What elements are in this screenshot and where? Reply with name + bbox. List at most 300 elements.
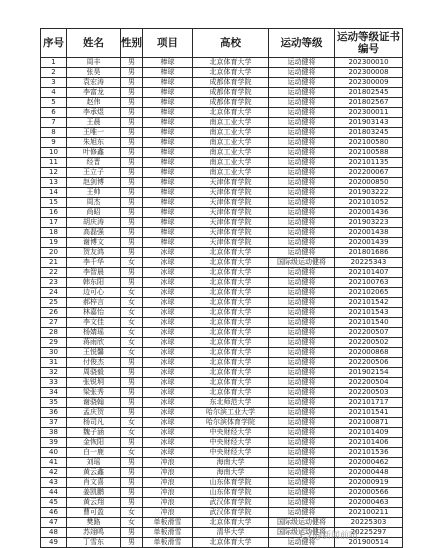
- cell-index: 35: [41, 398, 67, 408]
- cell-school: 东北师范大学: [193, 398, 269, 408]
- table-row: [41, 58, 403, 68]
- cell-school: 北京体育大学: [193, 298, 269, 308]
- table-row: [41, 378, 403, 388]
- cell-name: 周丰: [67, 58, 121, 68]
- cell-school: 南京工业大学: [193, 118, 269, 128]
- table-row: [41, 318, 403, 328]
- cell-level: 运动健将: [269, 378, 335, 388]
- cell-name: 丁雪东: [67, 538, 121, 548]
- table-row: [41, 278, 403, 288]
- cell-name: 王唯一: [67, 128, 121, 138]
- cell-level: 运动健将: [269, 158, 335, 168]
- cell-cert: 202101540: [335, 318, 403, 328]
- cell-sex: 女: [121, 298, 143, 308]
- cell-name: 张锐垌: [67, 378, 121, 388]
- cell-cert: 201903143: [335, 118, 403, 128]
- cell-name: 王悦馨: [67, 348, 121, 358]
- cell-cert: 202001439: [335, 238, 403, 248]
- cell-cert: 202101717: [335, 398, 403, 408]
- cell-school: 北京体育大学: [193, 268, 269, 278]
- cell-school: 天津体育学院: [193, 198, 269, 208]
- cell-item: 棒球: [143, 118, 193, 128]
- cell-sex: 女: [121, 448, 143, 458]
- header-school: 高校: [193, 29, 269, 58]
- cell-item: 冰球: [143, 308, 193, 318]
- cell-item: 冰球: [143, 348, 193, 358]
- cell-name: 胡庆涛: [67, 218, 121, 228]
- cell-index: 20: [41, 248, 67, 258]
- header-item: 项目: [143, 29, 193, 58]
- cell-level: 运动健将: [269, 168, 335, 178]
- cell-cert: 20225297: [335, 528, 403, 538]
- cell-sex: 男: [121, 118, 143, 128]
- cell-item: 棒球: [143, 228, 193, 238]
- cell-level: 运动健将: [269, 88, 335, 98]
- table-row: [41, 398, 403, 408]
- cell-level: 运动健将: [269, 428, 335, 438]
- cell-sex: 女: [121, 418, 143, 428]
- cell-sex: 男: [121, 208, 143, 218]
- cell-item: 单板滑雪: [143, 538, 193, 548]
- cell-item: 棒球: [143, 198, 193, 208]
- cell-item: 冰球: [143, 418, 193, 428]
- watermark: [300, 528, 358, 541]
- cell-index: 31: [41, 358, 67, 368]
- cell-item: 棒球: [143, 128, 193, 138]
- cell-school: 成都体育学院: [193, 78, 269, 88]
- cell-index: 10: [41, 148, 67, 158]
- cell-item: 棒球: [143, 138, 193, 148]
- cell-sex: 男: [121, 278, 143, 288]
- cell-name: 尚昭: [67, 208, 121, 218]
- cell-level: 运动健将: [269, 358, 335, 368]
- cell-cert: 201803245: [335, 128, 403, 138]
- cell-cert: 202300010: [335, 58, 403, 68]
- cell-level: 运动健将: [269, 328, 335, 338]
- cell-index: 45: [41, 498, 67, 508]
- cell-name: 杨司凡: [67, 418, 121, 428]
- cell-school: 中央财经大学: [193, 448, 269, 458]
- cell-name: 韩东阳: [67, 278, 121, 288]
- cell-sex: 男: [121, 478, 143, 488]
- cell-level: 运动健将: [269, 228, 335, 238]
- cell-cert: 202101542: [335, 298, 403, 308]
- cell-item: 棒球: [143, 68, 193, 78]
- cell-item: 棒球: [143, 208, 193, 218]
- cell-name: 刘瑶: [67, 458, 121, 468]
- cell-school: 海南大学: [193, 468, 269, 478]
- cell-sex: 男: [121, 488, 143, 498]
- cell-sex: 女: [121, 508, 143, 518]
- header-sex: 性别: [121, 29, 143, 58]
- cell-level: 运动健将: [269, 488, 335, 498]
- cell-item: 冰球: [143, 288, 193, 298]
- cell-sex: 男: [121, 218, 143, 228]
- cell-cert: 201801686: [335, 248, 403, 258]
- cell-sex: 男: [121, 98, 143, 108]
- cell-name: 李富龙: [67, 88, 121, 98]
- cell-sex: 男: [121, 198, 143, 208]
- cell-school: 北京体育大学: [193, 278, 269, 288]
- table-row: [41, 248, 403, 258]
- table-header-row: [41, 29, 403, 58]
- cell-school: 南京工业大学: [193, 168, 269, 178]
- cell-cert: 201903223: [335, 218, 403, 228]
- cell-school: 天津体育学院: [193, 178, 269, 188]
- cell-level: 运动健将: [269, 318, 335, 328]
- cell-school: 中央财经大学: [193, 438, 269, 448]
- cell-level: 运动健将: [269, 348, 335, 358]
- cell-cert: 202100871: [335, 418, 403, 428]
- cell-sex: 男: [121, 88, 143, 98]
- cell-index: 46: [41, 508, 67, 518]
- cell-cert: 202000919: [335, 478, 403, 488]
- cell-sex: 女: [121, 518, 143, 528]
- table-row: [41, 488, 403, 498]
- cell-cert: 201802567: [335, 98, 403, 108]
- cell-item: 冲浪: [143, 458, 193, 468]
- cell-index: 1: [41, 58, 67, 68]
- cell-index: 39: [41, 438, 67, 448]
- cell-cert: 201900514: [335, 538, 403, 548]
- cell-index: 29: [41, 338, 67, 348]
- cell-sex: 男: [121, 168, 143, 178]
- cell-sex: 男: [121, 368, 143, 378]
- cell-level: 运动健将: [269, 128, 335, 138]
- cell-index: 18: [41, 228, 67, 238]
- table-row: [41, 228, 403, 238]
- cell-name: 王立子: [67, 168, 121, 178]
- cell-index: 27: [41, 318, 67, 328]
- table-row: [41, 478, 403, 488]
- cell-school: 成都体育学院: [193, 98, 269, 108]
- cell-school: 海南大学: [193, 458, 269, 468]
- cell-index: 14: [41, 188, 67, 198]
- cell-cert: 202001438: [335, 228, 403, 238]
- cell-school: 哈尔滨工业大学: [193, 408, 269, 418]
- cell-item: 棒球: [143, 238, 193, 248]
- cell-item: 棒球: [143, 108, 193, 118]
- cell-level: 运动健将: [269, 108, 335, 118]
- cell-item: 冰球: [143, 268, 193, 278]
- cell-level: 运动健将: [269, 288, 335, 298]
- athlete-table-container: [40, 28, 402, 548]
- table-row: [41, 468, 403, 478]
- table-row: [41, 498, 403, 508]
- cell-sex: 男: [121, 528, 143, 538]
- cell-item: 冰球: [143, 358, 193, 368]
- cell-name: 姜凯鹏: [67, 488, 121, 498]
- cell-index: 12: [41, 168, 67, 178]
- cell-level: 运动健将: [269, 278, 335, 288]
- cell-cert: 202100763: [335, 278, 403, 288]
- cell-item: 冰球: [143, 368, 193, 378]
- cell-cert: 202300009: [335, 78, 403, 88]
- cell-item: 冰球: [143, 448, 193, 458]
- cell-sex: 男: [121, 268, 143, 278]
- cell-index: 34: [41, 388, 67, 398]
- header-name: 姓名: [67, 29, 121, 58]
- table-row: [41, 188, 403, 198]
- cell-level: 运动健将: [269, 538, 335, 548]
- cell-level: 运动健将: [269, 298, 335, 308]
- cell-sex: 男: [121, 248, 143, 258]
- cell-index: 25: [41, 298, 67, 308]
- table-row: [41, 418, 403, 428]
- cell-item: 冰球: [143, 318, 193, 328]
- cell-sex: 男: [121, 78, 143, 88]
- cell-index: 44: [41, 488, 67, 498]
- cell-item: 冰球: [143, 408, 193, 418]
- cell-sex: 男: [121, 498, 143, 508]
- cell-cert: 202101543: [335, 308, 403, 318]
- cell-cert: 202200503: [335, 388, 403, 398]
- cell-sex: 男: [121, 358, 143, 368]
- cell-level: 运动健将: [269, 138, 335, 148]
- table-row: [41, 408, 403, 418]
- cell-index: 8: [41, 128, 67, 138]
- cell-name: 边可心: [67, 288, 121, 298]
- cell-school: 北京体育大学: [193, 368, 269, 378]
- cell-index: 4: [41, 88, 67, 98]
- cell-sex: 男: [121, 388, 143, 398]
- cell-school: 北京体育大学: [193, 288, 269, 298]
- cell-sex: 男: [121, 108, 143, 118]
- table-row: [41, 218, 403, 228]
- cell-cert: 202200504: [335, 378, 403, 388]
- cell-school: 北京体育大学: [193, 58, 269, 68]
- cell-cert: 202200502: [335, 338, 403, 348]
- header-level: 运动等级: [269, 29, 335, 58]
- cell-cert: 202000566: [335, 488, 403, 498]
- cell-item: 冲浪: [143, 508, 193, 518]
- cell-cert: 201903222: [335, 188, 403, 198]
- cell-school: 南京工业大学: [193, 158, 269, 168]
- table-row: [41, 508, 403, 518]
- cell-level: 国际级运动健将: [269, 528, 335, 538]
- cell-sex: 女: [121, 258, 143, 268]
- cell-level: 运动健将: [269, 498, 335, 508]
- cell-cert: 202000462: [335, 458, 403, 468]
- cell-sex: 男: [121, 188, 143, 198]
- cell-cert: 202300008: [335, 68, 403, 78]
- cell-sex: 男: [121, 158, 143, 168]
- cell-sex: 男: [121, 398, 143, 408]
- table-row: [41, 238, 403, 248]
- cell-name: 谢骁翰: [67, 398, 121, 408]
- cell-sex: 男: [121, 538, 143, 548]
- cell-school: 南京工业大学: [193, 138, 269, 148]
- cell-index: 7: [41, 118, 67, 128]
- cell-item: 棒球: [143, 218, 193, 228]
- cell-school: 武汉体育学院: [193, 508, 269, 518]
- cell-item: 单板滑雪: [143, 518, 193, 528]
- cell-index: 19: [41, 238, 67, 248]
- cell-school: 天津体育学院: [193, 238, 269, 248]
- table-row: [41, 448, 403, 458]
- cell-name: 贺友鸿: [67, 248, 121, 258]
- cell-level: 运动健将: [269, 338, 335, 348]
- table-row: [41, 368, 403, 378]
- table-row: [41, 108, 403, 118]
- cell-level: 运动健将: [269, 308, 335, 318]
- cell-sex: 女: [121, 288, 143, 298]
- cell-level: 运动健将: [269, 148, 335, 158]
- cell-name: 经晋: [67, 158, 121, 168]
- cell-name: 魏子涵: [67, 428, 121, 438]
- table-row: [41, 518, 403, 528]
- cell-item: 单板滑雪: [143, 528, 193, 538]
- cell-item: 棒球: [143, 188, 193, 198]
- cell-school: 天津体育学院: [193, 228, 269, 238]
- cell-item: 冰球: [143, 388, 193, 398]
- cell-school: 北京体育大学: [193, 328, 269, 338]
- cell-level: 运动健将: [269, 248, 335, 258]
- cell-school: 北京体育大学: [193, 68, 269, 78]
- table-row: [41, 458, 403, 468]
- cell-sex: 男: [121, 458, 143, 468]
- cell-school: 天津体育学院: [193, 208, 269, 218]
- cell-name: 樊路: [67, 518, 121, 528]
- cell-index: 6: [41, 108, 67, 118]
- cell-school: 北京体育大学: [193, 108, 269, 118]
- cell-index: 48: [41, 528, 67, 538]
- cell-index: 2: [41, 68, 67, 78]
- cell-cert: 201902154: [335, 368, 403, 378]
- cell-cert: 202000463: [335, 498, 403, 508]
- table-row: [41, 298, 403, 308]
- table-row: [41, 198, 403, 208]
- watermark-text: @新闻前哨: [313, 531, 359, 541]
- table-row: [41, 138, 403, 148]
- cell-sex: 男: [121, 438, 143, 448]
- cell-school: 南京工业大学: [193, 128, 269, 138]
- cell-sex: 男: [121, 238, 143, 248]
- cell-index: 16: [41, 208, 67, 218]
- table-row: [41, 288, 403, 298]
- cell-level: 运动健将: [269, 188, 335, 198]
- cell-name: 白一鹿: [67, 448, 121, 458]
- cell-item: 冲浪: [143, 488, 193, 498]
- cell-school: 山东体育学院: [193, 488, 269, 498]
- cell-index: 42: [41, 468, 67, 478]
- cell-name: 黄云鑫: [67, 468, 121, 478]
- cell-cert: 202101406: [335, 438, 403, 448]
- table-row: [41, 208, 403, 218]
- cell-school: 北京体育大学: [193, 258, 269, 268]
- cell-sex: 男: [121, 408, 143, 418]
- cell-index: 36: [41, 408, 67, 418]
- cell-index: 23: [41, 278, 67, 288]
- cell-cert: 202101407: [335, 268, 403, 278]
- cell-level: 运动健将: [269, 438, 335, 448]
- table-row: [41, 438, 403, 448]
- cell-index: 22: [41, 268, 67, 278]
- cell-item: 冰球: [143, 338, 193, 348]
- cell-name: 朱旭东: [67, 138, 121, 148]
- cell-name: 谢博文: [67, 238, 121, 248]
- cell-name: 王晨: [67, 118, 121, 128]
- cell-name: 肖文喜: [67, 478, 121, 488]
- cell-sex: 男: [121, 378, 143, 388]
- cell-school: 北京体育大学: [193, 378, 269, 388]
- cell-school: 北京体育大学: [193, 338, 269, 348]
- cell-item: 冰球: [143, 258, 193, 268]
- cell-level: 运动健将: [269, 368, 335, 378]
- cell-level: 运动健将: [269, 218, 335, 228]
- cell-item: 冰球: [143, 428, 193, 438]
- table-row: [41, 168, 403, 178]
- cell-level: 运动健将: [269, 118, 335, 128]
- cell-level: 运动健将: [269, 408, 335, 418]
- cell-cert: 202200507: [335, 328, 403, 338]
- cell-index: 30: [41, 348, 67, 358]
- table-row: [41, 68, 403, 78]
- cell-level: 运动健将: [269, 268, 335, 278]
- cell-item: 冰球: [143, 278, 193, 288]
- cell-name: 李千华: [67, 258, 121, 268]
- cell-school: 山东体育学院: [193, 478, 269, 488]
- cell-sex: 女: [121, 318, 143, 328]
- cell-level: 运动健将: [269, 508, 335, 518]
- cell-school: 天津体育学院: [193, 218, 269, 228]
- cell-name: 赵剑博: [67, 178, 121, 188]
- cell-name: 黄云翔: [67, 498, 121, 508]
- cell-name: 李文佳: [67, 318, 121, 328]
- cell-index: 3: [41, 78, 67, 88]
- cell-school: 哈尔滨体育学院: [193, 418, 269, 428]
- cell-sex: 男: [121, 58, 143, 68]
- cell-name: 杨婧瑶: [67, 328, 121, 338]
- cell-item: 冰球: [143, 378, 193, 388]
- cell-index: 37: [41, 418, 67, 428]
- cell-item: 棒球: [143, 98, 193, 108]
- cell-item: 冰球: [143, 328, 193, 338]
- cell-level: 运动健将: [269, 398, 335, 408]
- cell-item: 棒球: [143, 178, 193, 188]
- cell-school: 北京体育大学: [193, 318, 269, 328]
- table-row: [41, 158, 403, 168]
- cell-cert: 202200067: [335, 168, 403, 178]
- cell-school: 北京体育大学: [193, 538, 269, 548]
- cell-cert: 202000850: [335, 178, 403, 188]
- cell-index: 9: [41, 138, 67, 148]
- cell-name: 曹可盈: [67, 508, 121, 518]
- cell-cert: 202101541: [335, 408, 403, 418]
- table-row: [41, 148, 403, 158]
- cell-name: 梁张秀: [67, 388, 121, 398]
- table-body: [41, 58, 403, 548]
- cell-index: 17: [41, 218, 67, 228]
- cell-cert: 202100211: [335, 508, 403, 518]
- cell-name: 李智晨: [67, 268, 121, 278]
- cell-index: 26: [41, 308, 67, 318]
- cell-index: 47: [41, 518, 67, 528]
- cell-school: 北京体育大学: [193, 248, 269, 258]
- cell-item: 棒球: [143, 148, 193, 158]
- cell-cert: 202000448: [335, 468, 403, 478]
- cell-index: 15: [41, 198, 67, 208]
- cell-name: 袁宏涛: [67, 78, 121, 88]
- table-row: [41, 268, 403, 278]
- cell-sex: 男: [121, 128, 143, 138]
- cell-index: 28: [41, 328, 67, 338]
- table-row: [41, 348, 403, 358]
- cell-index: 43: [41, 478, 67, 488]
- cell-index: 24: [41, 288, 67, 298]
- cell-item: 冲浪: [143, 478, 193, 488]
- cell-level: 运动健将: [269, 178, 335, 188]
